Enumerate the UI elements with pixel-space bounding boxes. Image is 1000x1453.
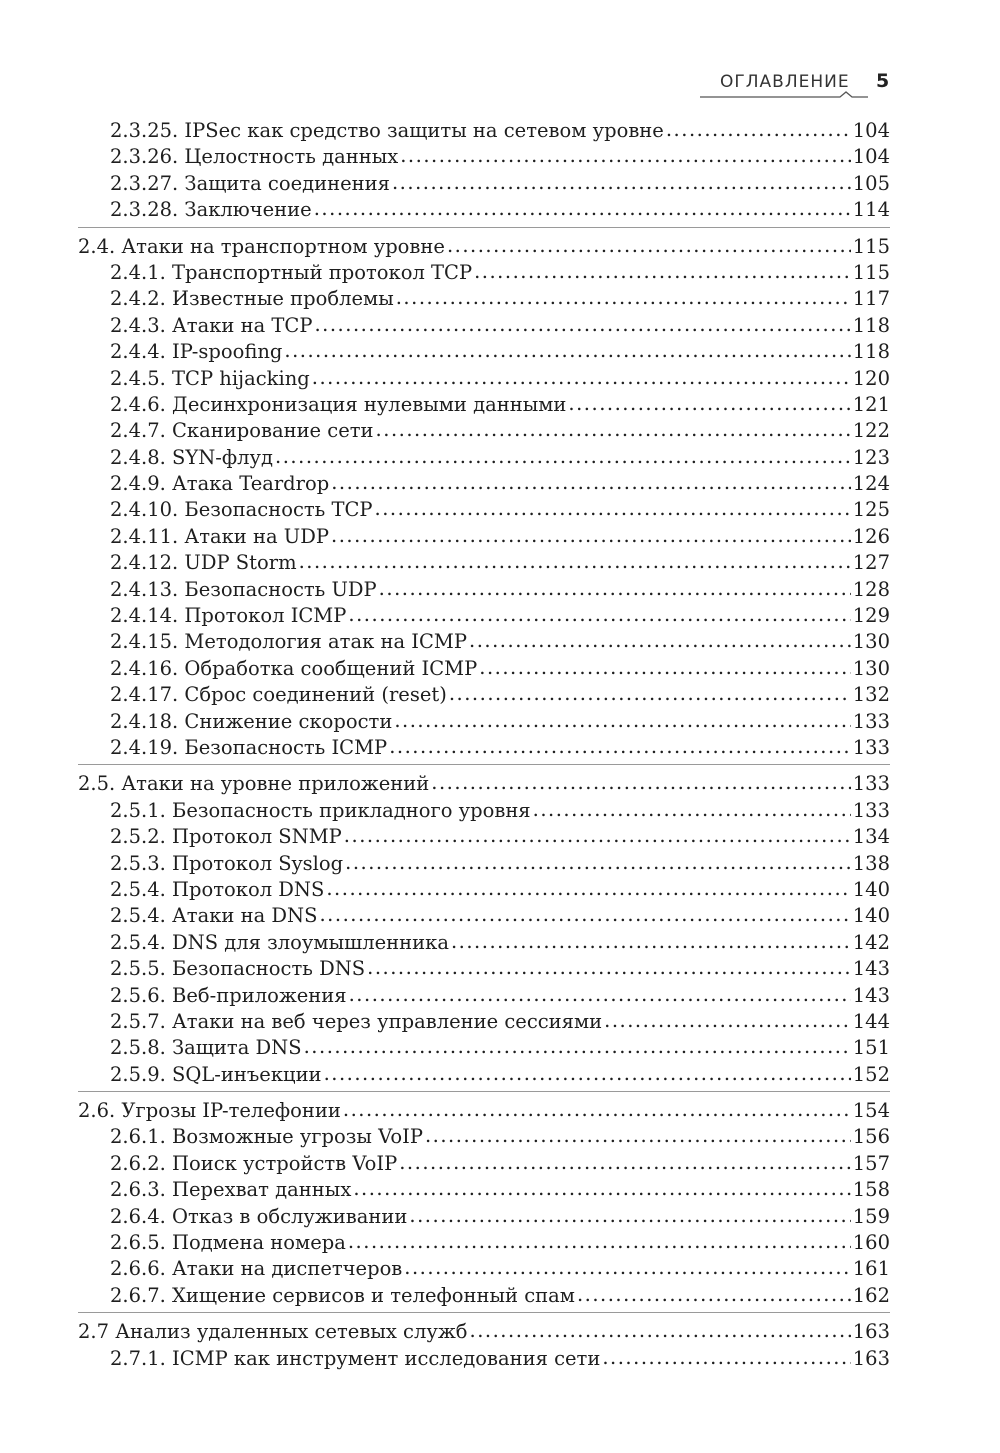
toc-subsection-entry (78, 366, 890, 392)
toc-subsection-entry (78, 339, 890, 365)
toc-subsection-entry (78, 956, 890, 982)
header-title: ОГЛАВЛЕНИЕ (720, 72, 850, 92)
dot-leader (379, 576, 851, 602)
toc-entry-title: 2.6.7. Хищение сервисов и телефонный спам (110, 1283, 575, 1307)
toc-subsection-entry (78, 497, 890, 523)
toc-subsection-entry (78, 392, 890, 418)
toc-subsection-entry (78, 877, 890, 903)
dot-leader (399, 1150, 851, 1176)
dot-leader (349, 982, 851, 1008)
toc-entry-page: 140 (852, 877, 890, 901)
dot-leader (348, 602, 850, 628)
toc-entry-page: 114 (852, 198, 890, 222)
toc-entry-title: 2.5.4. DNS для злоумышленника (110, 930, 449, 954)
dot-leader (474, 259, 851, 285)
toc-subsection-entry (78, 682, 890, 708)
dot-leader (425, 1123, 851, 1149)
toc-entry-page: 121 (852, 392, 890, 416)
toc-entry-title: 2.4.7. Сканирование сети (110, 419, 374, 443)
dot-leader (331, 523, 851, 549)
dot-leader (404, 1255, 850, 1281)
toc-entry-page: 105 (852, 171, 890, 195)
toc-subsection-entry (78, 1204, 890, 1230)
dot-leader (577, 1282, 851, 1308)
toc-subsection-entry (78, 1035, 890, 1061)
dot-leader (389, 734, 851, 760)
toc-subsection-entry (78, 1256, 890, 1282)
dot-leader (367, 955, 851, 981)
toc-entry-title: 2.5.8. Защита DNS (110, 1036, 302, 1060)
dot-leader (331, 470, 851, 496)
toc-subsection-entry (78, 1124, 890, 1150)
toc-entry-page: 127 (852, 551, 890, 575)
dot-leader (299, 549, 851, 575)
toc-entry-page: 161 (852, 1257, 890, 1281)
toc-entry-title: 2.6. Угрозы IP-телефонии (78, 1099, 341, 1123)
toc-subsection-entry (78, 1062, 890, 1088)
toc-entry-page: 157 (852, 1151, 890, 1175)
toc-entry-page: 143 (852, 983, 890, 1007)
toc-entry-page: 104 (852, 145, 890, 169)
toc-entry-title: 2.7.1. ICMP как инструмент исследования сети (110, 1346, 601, 1370)
toc-entry-page: 124 (852, 472, 890, 496)
toc-subsection-entry (78, 1177, 890, 1203)
toc-entry-page: 133 (852, 798, 890, 822)
toc-entry-page: 123 (852, 445, 890, 469)
toc-entry-title: 2.4.12. UDP Storm (110, 551, 297, 575)
dot-leader (345, 850, 851, 876)
toc-entry-page: 130 (852, 656, 890, 680)
dot-leader (479, 655, 851, 681)
toc-subsection-entry (78, 824, 890, 850)
toc-entry-title: 2.5.5. Безопасность DNS (110, 957, 366, 981)
toc-section-entry (78, 1319, 890, 1345)
toc-entry-page: 158 (852, 1178, 890, 1202)
toc-section (78, 771, 890, 1092)
toc-subsection-entry (78, 851, 890, 877)
toc-entry-page: 144 (852, 1009, 890, 1033)
dot-leader (312, 365, 851, 391)
toc-entry-title: 2.4.8. SYN-флуд (110, 445, 274, 469)
toc-subsection-entry (78, 656, 890, 682)
toc-subsection-entry (78, 1151, 890, 1177)
toc-entry-title: 2.4.1. Транспортный протокол TCP (110, 260, 473, 284)
toc-subsection-entry (78, 903, 890, 929)
toc-entry-page: 128 (852, 577, 890, 601)
toc-entry-title: 2.5.2. Протокол SNMP (110, 825, 342, 849)
dot-leader (392, 170, 851, 196)
toc-entry-page: 117 (852, 287, 890, 311)
toc-entry-title: 2.5.4. Атаки на DNS (110, 904, 318, 928)
dot-leader (666, 117, 851, 143)
toc-entry-page: 118 (852, 340, 890, 364)
dot-leader (604, 1008, 851, 1034)
toc-entry-page: 163 (852, 1346, 890, 1370)
toc-entry-title: 2.4.19. Безопасность ICMP (110, 735, 388, 759)
dot-leader (602, 1345, 850, 1371)
toc-subsection-entry (78, 171, 890, 197)
toc-entry-title: 2.4.16. Обработка сообщений ICMP (110, 656, 478, 680)
toc-subsection-entry (78, 118, 890, 144)
dot-leader (314, 196, 851, 222)
toc-entry-title: 2.4.5. TCP hijacking (110, 366, 310, 390)
dot-leader (400, 143, 851, 169)
toc-subsection-entry (78, 1009, 890, 1035)
toc-subsection-entry (78, 577, 890, 603)
toc-section (78, 1098, 890, 1313)
toc-entry-title: 2.4.11. Атаки на UDP (110, 524, 329, 548)
toc-subsection-entry (78, 445, 890, 471)
table-of-contents (78, 118, 890, 1381)
toc-entry-page: 129 (852, 604, 890, 628)
toc-entry-title: 2.6.6. Атаки на диспетчеров (110, 1257, 403, 1281)
page-number: 5 (876, 70, 890, 92)
toc-entry-title: 2.6.4. Отказ в обслуживании (110, 1204, 408, 1228)
toc-entry-page: 162 (852, 1283, 890, 1307)
toc-subsection-entry (78, 471, 890, 497)
toc-entry-page: 138 (852, 851, 890, 875)
toc-subsection-entry (78, 1230, 890, 1256)
toc-subsection-entry (78, 735, 890, 761)
dot-leader (451, 929, 851, 955)
toc-section-entry (78, 1098, 890, 1124)
toc-entry-title: 2.5.7. Атаки на веб через управление сессиями (110, 1009, 603, 1033)
dot-leader (568, 391, 850, 417)
dot-leader (348, 1229, 851, 1255)
dot-leader (431, 770, 850, 796)
toc-entry-title: 2.4.2. Известные проблемы (110, 287, 394, 311)
toc-entry-page: 120 (852, 366, 890, 390)
toc-subsection-entry (78, 550, 890, 576)
toc-entry-title: 2.7 Анализ удаленных сетевых служб (78, 1320, 468, 1344)
running-header (700, 68, 892, 102)
toc-subsection-entry (78, 629, 890, 655)
toc-entry-page: 115 (852, 234, 890, 258)
toc-entry-title: 2.6.5. Подмена номера (110, 1231, 346, 1255)
toc-entry-title: 2.3.26. Целостность данных (110, 145, 399, 169)
dot-leader (470, 1318, 851, 1344)
toc-entry-title: 2.4.3. Атаки на TCP (110, 313, 313, 337)
toc-entry-title: 2.4.14. Протокол ICMP (110, 604, 347, 628)
toc-entry-title: 2.4.13. Безопасность UDP (110, 577, 377, 601)
toc-entry-title: 2.3.27. Защита соединения (110, 171, 390, 195)
toc-entry-page: 115 (852, 260, 890, 284)
dot-leader (353, 1176, 850, 1202)
toc-entry-page: 125 (852, 498, 890, 522)
toc-section (78, 1319, 890, 1375)
toc-subsection-entry (78, 1283, 890, 1309)
toc-entry-page: 118 (852, 313, 890, 337)
toc-entry-title: 2.4.4. IP-spoofing (110, 340, 283, 364)
dot-leader (344, 823, 851, 849)
toc-entry-page: 159 (852, 1204, 890, 1228)
toc-entry-title: 2.4.15. Методология атак на ICMP (110, 630, 467, 654)
toc-entry-title: 2.6.1. Возможные угрозы VoIP (110, 1125, 423, 1149)
toc-entry-title: 2.5.3. Протокол Syslog (110, 851, 344, 875)
toc-entry-title: 2.5.6. Веб-приложения (110, 983, 347, 1007)
toc-entry-page: 154 (852, 1099, 890, 1123)
toc-entry-title: 2.4.6. Десинхронизация нулевыми данными (110, 392, 567, 416)
dot-leader (326, 876, 850, 902)
dot-leader (324, 1061, 851, 1087)
dot-leader (533, 797, 851, 823)
toc-entry-page: 160 (852, 1231, 890, 1255)
dot-leader (447, 233, 851, 259)
toc-entry-title: 2.5.4. Протокол DNS (110, 877, 325, 901)
toc-entry-page: 122 (852, 419, 890, 443)
toc-subsection-entry (78, 144, 890, 170)
toc-entry-page: 104 (852, 119, 890, 142)
toc-entry-page: 152 (852, 1062, 890, 1086)
toc-entry-page: 156 (852, 1125, 890, 1149)
toc-entry-title: 2.5.1. Безопасность прикладного уровня (110, 798, 531, 822)
dot-leader (304, 1034, 851, 1060)
toc-entry-page: 126 (852, 524, 890, 548)
toc-section-entry (78, 771, 890, 797)
toc-section-entry (78, 234, 890, 260)
toc-subsection-entry (78, 930, 890, 956)
toc-subsection-entry (78, 798, 890, 824)
toc-subsection-entry (78, 286, 890, 312)
toc-subsection-entry (78, 418, 890, 444)
toc-section (78, 234, 890, 766)
dot-leader (396, 285, 851, 311)
toc-entry-page: 142 (852, 930, 890, 954)
dot-leader (275, 444, 851, 470)
toc-entry-title: 2.6.2. Поиск устройств VoIP (110, 1151, 398, 1175)
toc-entry-page: 132 (852, 683, 890, 707)
dot-leader (284, 338, 850, 364)
toc-subsection-entry (78, 260, 890, 286)
toc-entry-title: 2.4.17. Сброс соединений (reset) (110, 683, 447, 707)
toc-entry-page: 163 (852, 1320, 890, 1344)
dot-leader (343, 1097, 851, 1123)
dot-leader (469, 628, 851, 654)
toc-entry-title: 2.5.9. SQL-инъекции (110, 1062, 322, 1086)
dot-leader (314, 312, 850, 338)
toc-subsection-entry (78, 197, 890, 223)
toc-entry-title: 2.4. Атаки на транспортном уровне (78, 234, 445, 258)
toc-subsection-entry (78, 313, 890, 339)
toc-entry-title: 2.3.28. Заключение (110, 198, 312, 222)
dot-leader (376, 417, 851, 443)
toc-subsection-entry (78, 709, 890, 735)
toc-entry-page: 133 (852, 709, 890, 733)
toc-entry-title: 2.4.10. Безопасность TCP (110, 498, 373, 522)
toc-entry-page: 134 (852, 825, 890, 849)
dot-leader (375, 496, 851, 522)
toc-subsection-entry (78, 1346, 890, 1372)
toc-entry-title: 2.5. Атаки на уровне приложений (78, 772, 430, 796)
toc-entry-title: 2.6.3. Перехват данных (110, 1178, 352, 1202)
toc-entry-title: 2.4.18. Снижение скорости (110, 709, 393, 733)
toc-entry-page: 130 (852, 630, 890, 654)
toc-entry-page: 151 (852, 1036, 890, 1060)
toc-section (78, 118, 890, 228)
toc-entry-page: 133 (852, 735, 890, 759)
toc-entry-title: 2.4.9. Атака Teardrop (110, 472, 330, 496)
dot-leader (449, 681, 851, 707)
toc-subsection-entry (78, 983, 890, 1009)
toc-entry-page: 143 (852, 957, 890, 981)
dot-leader (409, 1203, 850, 1229)
toc-entry-page: 133 (852, 772, 890, 796)
toc-subsection-entry (78, 524, 890, 550)
toc-entry-title: 2.3.25. IPSec как средство защиты на сетевом уровне (110, 119, 664, 142)
toc-entry-page: 140 (852, 904, 890, 928)
toc-subsection-entry (78, 603, 890, 629)
dot-leader (319, 902, 850, 928)
dot-leader (394, 708, 850, 734)
